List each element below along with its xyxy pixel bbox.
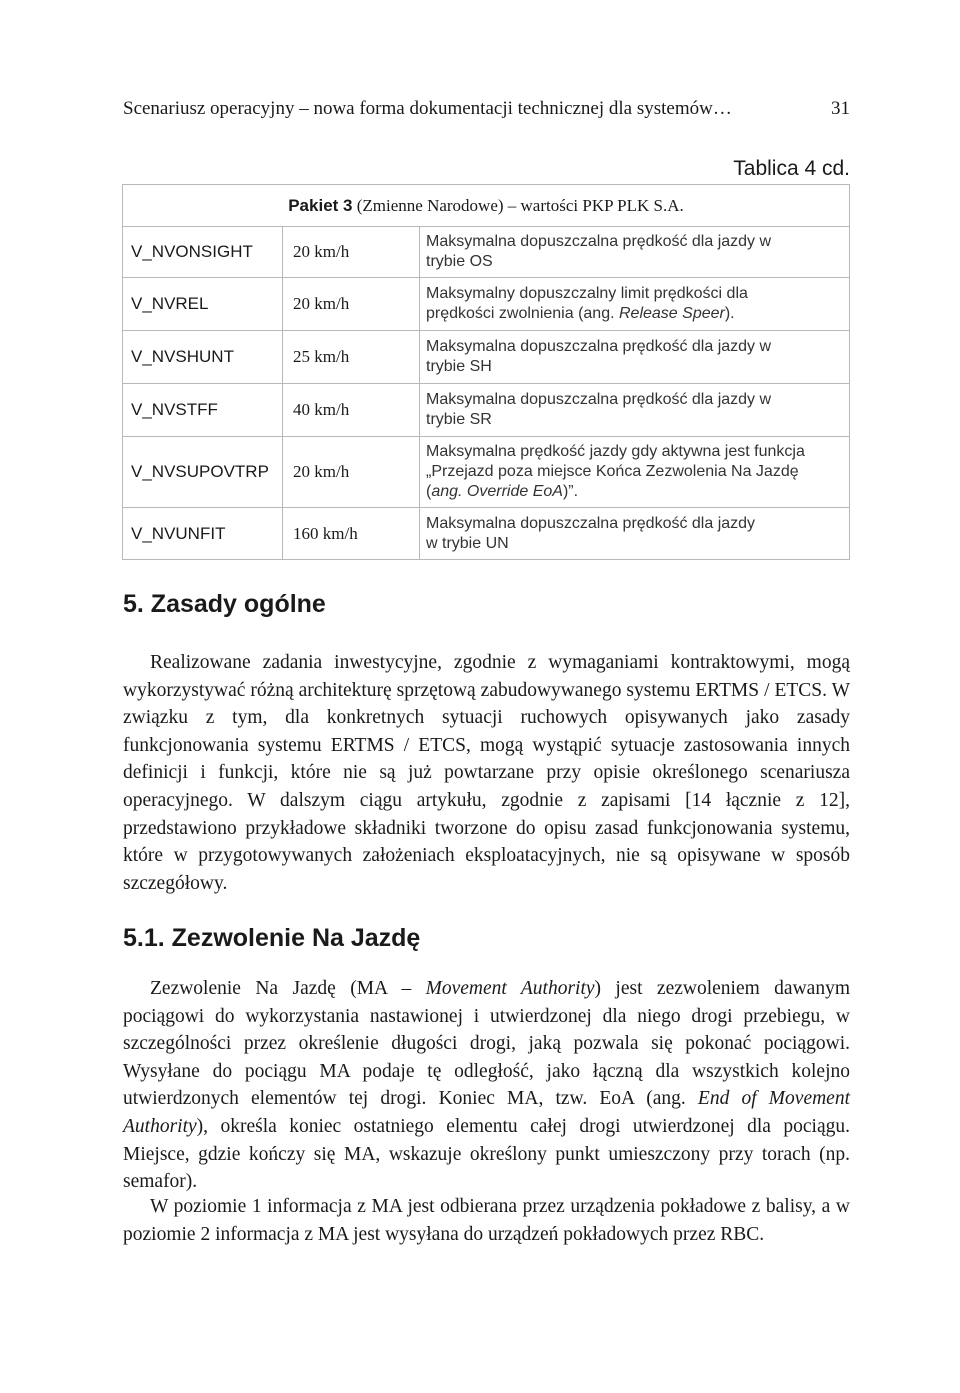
paragraph-text: Zezwolenie Na Jazdę (MA –	[150, 978, 426, 999]
body-paragraph	[123, 975, 850, 1196]
paragraph-text: W poziomie 1 informacja z MA jest odbierana przez urządzenia pokładowe z balisy, a w poziomie 2 informacja z MA jest wysyłana do urządzeń pokładowych przez RBC.	[123, 1196, 850, 1245]
table-row	[123, 384, 850, 437]
paragraph-italic: End of Movement Authority	[123, 1088, 851, 1137]
param-description	[420, 227, 850, 278]
table-header-bold: Pakiet 3	[288, 195, 353, 215]
param-value: 20 km/h	[283, 278, 420, 331]
desc-line: trybie SH	[426, 358, 492, 375]
table-header-row	[123, 185, 850, 227]
param-description	[420, 384, 850, 437]
desc-line: )”.	[562, 483, 579, 500]
desc-line: Maksymalna dopuszczalna prędkość dla jazdy	[426, 514, 756, 532]
param-value: 20 km/h	[283, 437, 420, 508]
desc-line: Maksymalna dopuszczalna prędkość dla jazdy w	[426, 233, 772, 250]
desc-line: Maksymalna dopuszczalna prędkość dla jazdy w	[426, 391, 772, 408]
desc-line: w trybie UN	[426, 534, 509, 552]
param-name: V_NVSHUNT	[123, 331, 283, 384]
running-head	[123, 98, 850, 120]
param-name: V_NVONSIGHT	[123, 227, 283, 278]
paragraph-text: Realizowane zadania inwestycyjne, zgodnie z wymaganiami kontraktowymi, mogą wykorzystywać różną architekturę sprzętową zabudowywanego systemu ERTMS / ETCS. W związku z tym, dla konkretnych sytuacji ruchowych opisywanych jako zasady funkcjonowania systemu ERTMS / ETCS, mogą wystąpić sytuacje zastosowania innych definicji i funkcji, które nie są już powtarzane przy opisie określonego scenariusza operacyjnego. W dalszym ciągu artykułu, zgodnie z zapisami [14 łącznie z 12], przedstawiono przykładowe składniki tworzone do opisu zasad funkcjonowania systemu, które w przygotowywanych założeniach eksploatacyjnych, nie są opisywane w sposób szczegółowy.	[123, 652, 850, 894]
section-heading: 5. Zasady ogólne	[123, 590, 326, 618]
param-value: 40 km/h	[283, 384, 420, 437]
desc-line: Maksymalna prędkość jazdy gdy aktywna jest funkcja	[426, 443, 805, 460]
parameters-table	[122, 184, 850, 560]
table-row	[123, 508, 850, 560]
page-number: 31	[831, 98, 850, 119]
param-name: V_NVUNFIT	[123, 508, 283, 560]
paragraph-text: ) jest zezwoleniem dawanym pociągowi do wykorzystania nastawionej i utwierdzonej dla niego drogi przebiegu, w szczególności przez określenie długości drogi, jaką pozwala się pokonać pociągowi. Wysyłane do pociągu MA podaje tę odległość, jako łączną dla wszystkich kolejno utwierdzonych elementów tej drogi. Koniec MA, tzw. EoA (ang.	[123, 978, 850, 1110]
table-row	[123, 331, 850, 384]
desc-line: „Przejazd poza miejsce Końca Zezwolenia Na Jazdę	[426, 463, 799, 480]
desc-line: Maksymalna dopuszczalna prędkość dla jazdy w	[426, 338, 772, 355]
desc-line: (	[426, 483, 432, 500]
table-header	[123, 185, 850, 227]
desc-line: Maksymalny dopuszczalny limit prędkości dla	[426, 285, 748, 302]
subsection-heading: 5.1. Zezwolenie Na Jazdę	[123, 924, 421, 952]
param-name: V_NVSUPOVTRP	[123, 437, 283, 508]
param-description	[420, 508, 850, 560]
param-value: 160 km/h	[283, 508, 420, 560]
desc-line: trybie SR	[426, 411, 492, 428]
param-description	[420, 437, 850, 508]
param-value: 20 km/h	[283, 227, 420, 278]
param-description	[420, 331, 850, 384]
table-header-rest: (Zmienne Narodowe) – wartości PKP PLK S.A.	[352, 195, 684, 215]
param-value: 25 km/h	[283, 331, 420, 384]
param-name: V_NVSTFF	[123, 384, 283, 437]
desc-italic: ang. Override EoA	[431, 483, 563, 500]
table-row	[123, 278, 850, 331]
body-paragraph	[123, 1193, 850, 1248]
table-caption: Tablica 4 cd.	[733, 157, 850, 180]
desc-line: prędkości zwolnienia (ang.	[426, 305, 619, 322]
desc-line: trybie OS	[426, 253, 493, 270]
table-row	[123, 227, 850, 278]
desc-line: ).	[724, 305, 735, 322]
table-row	[123, 437, 850, 508]
running-head-title: Scenariusz operacyjny – nowa forma dokumentacji technicznej dla systemów…	[123, 98, 732, 119]
paragraph-italic: Movement Authority	[425, 978, 595, 999]
param-name: V_NVREL	[123, 278, 283, 331]
desc-italic: Release Speer	[619, 305, 725, 322]
body-paragraph	[123, 649, 850, 897]
paragraph-text: ), określa koniec ostatniego elementu całej drogi utwierdzonej dla pociągu. Miejsce, gdzie kończy się MA, wskazuje określony punkt umieszczony przy torach (np. semafor).	[123, 1115, 850, 1193]
param-description	[420, 278, 850, 331]
